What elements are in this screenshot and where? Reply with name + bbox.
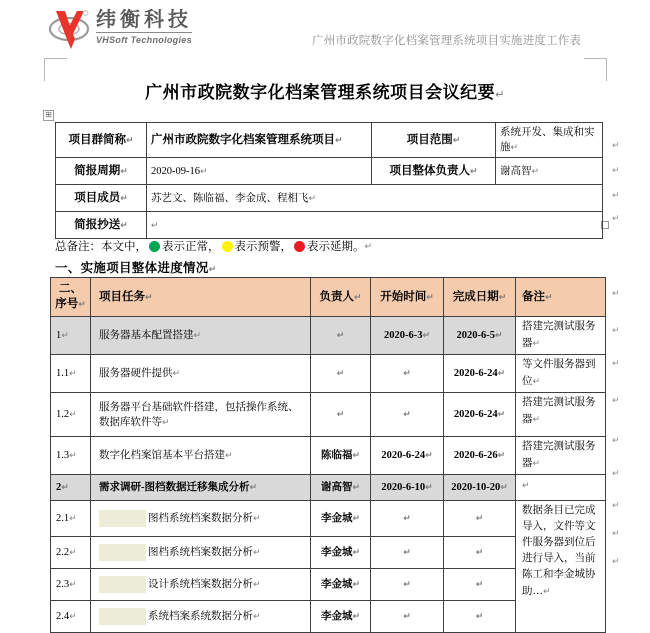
column-header-end: 完成日期↵ [444, 278, 516, 317]
cell-start: 2020-6-10↵ [371, 475, 444, 501]
cell-task: 数字化档案馆基本平台搭建↵ [91, 437, 311, 475]
cell-no: 2.3↵ [51, 569, 91, 601]
info-value-members: 苏艺文、陈临福、李金成、程相飞↵ [147, 185, 603, 212]
cell-remark: 数据条目已完成导入，文件等文件服务器到位后进行导入，当前陈工和李金城协助…↵ [516, 501, 606, 633]
table-row [51, 355, 606, 393]
cell-owner: 李金城↵ [311, 501, 371, 537]
cell-task: 图档系统档案数据分析↵ [91, 501, 311, 537]
column-header-remark: 备注↵ [516, 278, 606, 317]
legend-green-label: 表示正常， [162, 241, 220, 253]
cell-end: 2020-10-20↵ [444, 475, 516, 501]
info-label-project-owner: 项目整体负责人↵ [372, 158, 496, 185]
section-heading-text: 一、实施项目整体进度情况 [55, 261, 209, 275]
cell-start: ↵ [371, 501, 444, 537]
info-value-report-period: 2020-09-16↵ [147, 158, 372, 185]
pilcrow-outside-12: ↵ [612, 528, 620, 538]
cell-end: 2020-6-24↵ [444, 393, 516, 437]
cell-end: ↵ [444, 501, 516, 537]
pilcrow-outside-4: ↵ [612, 213, 620, 223]
info-value-project-scope: 系统开发、集成和实施↵ [496, 123, 603, 158]
company-logo [48, 8, 192, 54]
info-label-report-period: 简报周期↵ [56, 158, 147, 185]
cell-end: ↵ [444, 537, 516, 569]
cell-no: 1.1↵ [51, 355, 91, 393]
cell-no: 2↵ [51, 475, 91, 501]
cell-owner: 李金城↵ [311, 569, 371, 601]
table-row [51, 437, 606, 475]
logo-company-name-en: VHSoft Technologies [96, 35, 192, 45]
cell-task: 需求调研-图档数据迁移集成分析↵ [91, 475, 311, 501]
table-row [51, 475, 606, 501]
table-row [56, 158, 603, 185]
info-label-cc: 简报抄送↵ [56, 212, 147, 239]
cell-start: 2020-6-24↵ [371, 437, 444, 475]
legend-prefix: 总备注：本文中， [55, 241, 147, 253]
info-value-project-name: 广州市政院数字化档案管理系统项目↵ [147, 123, 372, 158]
info-value-project-owner: 谢高智↵ [496, 158, 603, 185]
task-progress-table [50, 277, 606, 633]
highlight-block [99, 608, 146, 625]
cell-no: 1.2↵ [51, 393, 91, 437]
column-header-owner: 负责人↵ [311, 278, 371, 317]
cell-owner: ↵ [311, 317, 371, 355]
cell-owner: ↵ [311, 355, 371, 393]
task-table-body [51, 317, 606, 633]
cell-owner: 李金城↵ [311, 601, 371, 633]
table-row [51, 501, 606, 537]
highlight-block [99, 544, 146, 561]
cell-owner: 陈临福↵ [311, 437, 371, 475]
cell-task: 图档系统档案数据分析↵ [91, 537, 311, 569]
cell-start: ↵ [371, 355, 444, 393]
page-title-text: 广州市政院数字化档案管理系统项目会议纪要 [145, 83, 496, 102]
column-header-start: 开始时间↵ [371, 278, 444, 317]
pilcrow-title: ↵ [495, 89, 505, 101]
table-header-row [51, 278, 606, 317]
legend-red-dot-icon [294, 241, 305, 252]
info-label-project-scope: 项目范围↵ [372, 123, 496, 158]
cell-start: ↵ [371, 537, 444, 569]
cell-task: 设计系统档案数据分析↵ [91, 569, 311, 601]
cell-remark: 搭建完测试服务器↵ [516, 393, 606, 437]
cell-no: 1.3↵ [51, 437, 91, 475]
pilcrow-outside-8: ↵ [612, 395, 620, 405]
cell-task: 系统档案系统数据分析↵ [91, 601, 311, 633]
cell-end: 2020-6-24↵ [444, 355, 516, 393]
cell-task: 服务器平台基础软件搭建，包括操作系统、数据库软件等↵ [91, 393, 311, 437]
column-header-no: 二、序号↵ [51, 278, 91, 317]
document-header [0, 0, 650, 58]
cell-no: 1↵ [51, 317, 91, 355]
table-row [51, 317, 606, 355]
column-header-task: 项目任务↵ [91, 278, 311, 317]
pilcrow-outside-5: ↵ [612, 288, 620, 298]
legend-green-dot-icon [149, 241, 160, 252]
page-title [0, 78, 650, 103]
pilcrow-outside-1: ↵ [612, 140, 620, 150]
cell-end: ↵ [444, 601, 516, 633]
legend-note [55, 238, 372, 254]
cell-no: 2.4↵ [51, 601, 91, 633]
logo-company-name-cn: 纬衡科技 [96, 9, 192, 31]
table-row [56, 123, 603, 158]
cell-task: 服务器硬件提供↵ [91, 355, 311, 393]
table-row [51, 393, 606, 437]
cell-owner: 李金城↵ [311, 537, 371, 569]
header-right-title: 广州市政院数字化档案管理系统项目实施进度工作表 [312, 35, 582, 47]
pilcrow-outside-9: ↵ [612, 435, 620, 445]
legend-yellow-dot-icon [222, 241, 233, 252]
cell-start: ↵ [371, 393, 444, 437]
cell-start: ↵ [371, 569, 444, 601]
table-row [56, 185, 603, 212]
cell-remark: 等文件服务器到位↵ [516, 355, 606, 393]
cell-owner: 谢高智↵ [311, 475, 371, 501]
pilcrow-outside-11: ↵ [612, 500, 620, 510]
cell-end: ↵ [444, 569, 516, 601]
cell-start: 2020-6-3↵ [371, 317, 444, 355]
section-heading: 一、实施项目整体进度情况↵ [55, 261, 217, 275]
highlight-block [99, 510, 146, 527]
cell-remark: ↵ [516, 475, 606, 501]
cell-remark: 搭建完测试服务器↵ [516, 437, 606, 475]
legend-red-label: 表示延期。 [307, 241, 365, 253]
pilcrow-outside-10: ↵ [612, 468, 620, 478]
table-move-handle-icon[interactable]: ⊞ [43, 110, 54, 121]
pilcrow-outside-3: ↵ [612, 190, 620, 200]
info-label-project-name: 项目群简称↵ [56, 123, 147, 158]
pilcrow-outside-2: ↵ [612, 165, 620, 175]
vhsoft-logo-icon [48, 8, 94, 50]
project-info-table [55, 122, 603, 239]
cell-end: 2020-6-26↵ [444, 437, 516, 475]
info-label-members: 项目成员↵ [56, 185, 147, 212]
cell-remark: 搭建完测试服务器↵ [516, 317, 606, 355]
table-row [56, 212, 603, 239]
pilcrow-note: ↵ [364, 240, 373, 251]
legend-yellow-label: 表示预警， [234, 241, 292, 253]
cell-start: ↵ [371, 601, 444, 633]
cell-no: 2.2↵ [51, 537, 91, 569]
info-value-cc: ↵ [147, 212, 603, 239]
pilcrow-outside-6: ↵ [612, 325, 620, 335]
cell-end: 2020-6-5↵ [444, 317, 516, 355]
cell-owner: ↵ [311, 393, 371, 437]
pilcrow-outside-13: ↵ [612, 556, 620, 566]
cell-task: 服务器基本配置搭建↵ [91, 317, 311, 355]
cell-no: 2.1↵ [51, 501, 91, 537]
pilcrow-outside-7: ↵ [612, 358, 620, 368]
